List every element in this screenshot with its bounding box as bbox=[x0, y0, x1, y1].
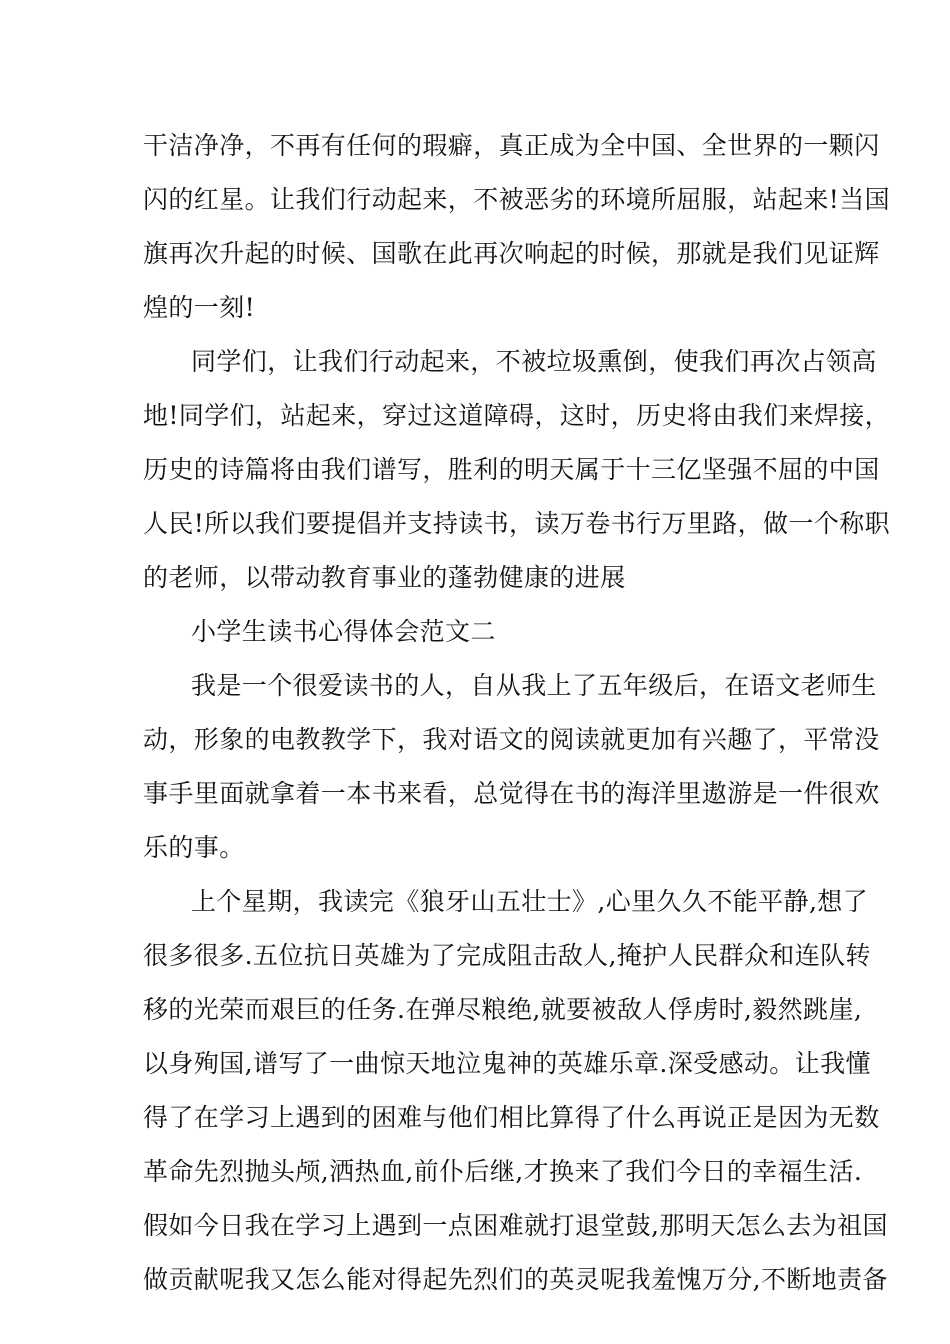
text-line: 得了在学习上遇到的困难与他们相比算得了什么再说正是因为无数 bbox=[143, 1103, 880, 1132]
text-line: 很多很多.五位抗日英雄为了完成阻击敌人,掩护人民群众和连队转 bbox=[143, 941, 871, 970]
text-line: 假如今日我在学习上遇到一点困难就打退堂鼓,那明天怎么去为祖国 bbox=[143, 1211, 888, 1240]
paragraph-first-line: 同学们，让我们行动起来，不被垃圾熏倒，使我们再次占领高 bbox=[191, 347, 877, 376]
text-line: 的老师，以带动教育事业的蓬勃健康的进展 bbox=[143, 563, 626, 592]
section-heading: 小学生读书心得体会范文二 bbox=[191, 617, 496, 646]
text-line: 地!同学们，站起来，穿过这道障碍，这时，历史将由我们来焊接， bbox=[143, 401, 891, 430]
text-line: 乐的事。 bbox=[143, 833, 245, 862]
text-line: 动，形象的电教教学下，我对语文的阅读就更加有兴趣了，平常没 bbox=[143, 725, 880, 754]
text-line: 以身殉国,谱写了一曲惊天地泣鬼神的英雄乐章.深受感动。让我懂 bbox=[143, 1049, 871, 1078]
text-line: 革命先烈抛头颅,洒热血,前仆后继,才换来了我们今日的幸福生活. bbox=[143, 1157, 863, 1186]
text-line: 人民!所以我们要提倡并支持读书，读万卷书行万里路，做一个称职 bbox=[143, 509, 891, 538]
text-line: 做贡献呢我又怎么能对得起先烈们的英灵呢我羞愧万分,不断地责备 bbox=[143, 1265, 888, 1294]
text-line: 闪的红星。让我们行动起来，不被恶劣的环境所屈服，站起来!当国 bbox=[143, 185, 891, 214]
text-line: 煌的一刻! bbox=[143, 293, 256, 322]
text-line: 移的光荣而艰巨的任务.在弹尽粮绝,就要被敌人俘虏时,毅然跳崖, bbox=[143, 995, 863, 1024]
paragraph-first-line: 上个星期，我读完《狼牙山五壮士》,心里久久不能平静,想了 bbox=[191, 887, 869, 916]
text-line: 旗再次升起的时候、国歌在此再次响起的时候，那就是我们见证辉 bbox=[143, 239, 880, 268]
text-line: 干洁净净，不再有任何的瑕癖，真正成为全中国、全世界的一颗闪 bbox=[143, 131, 880, 160]
text-line: 历史的诗篇将由我们谱写，胜利的明天属于十三亿坚强不屈的中国 bbox=[143, 455, 880, 484]
text-line: 事手里面就拿着一本书来看，总觉得在书的海洋里遨游是一件很欢 bbox=[143, 779, 880, 808]
paragraph-first-line: 我是一个很爱读书的人，自从我上了五年级后，在语文老师生 bbox=[191, 671, 877, 700]
